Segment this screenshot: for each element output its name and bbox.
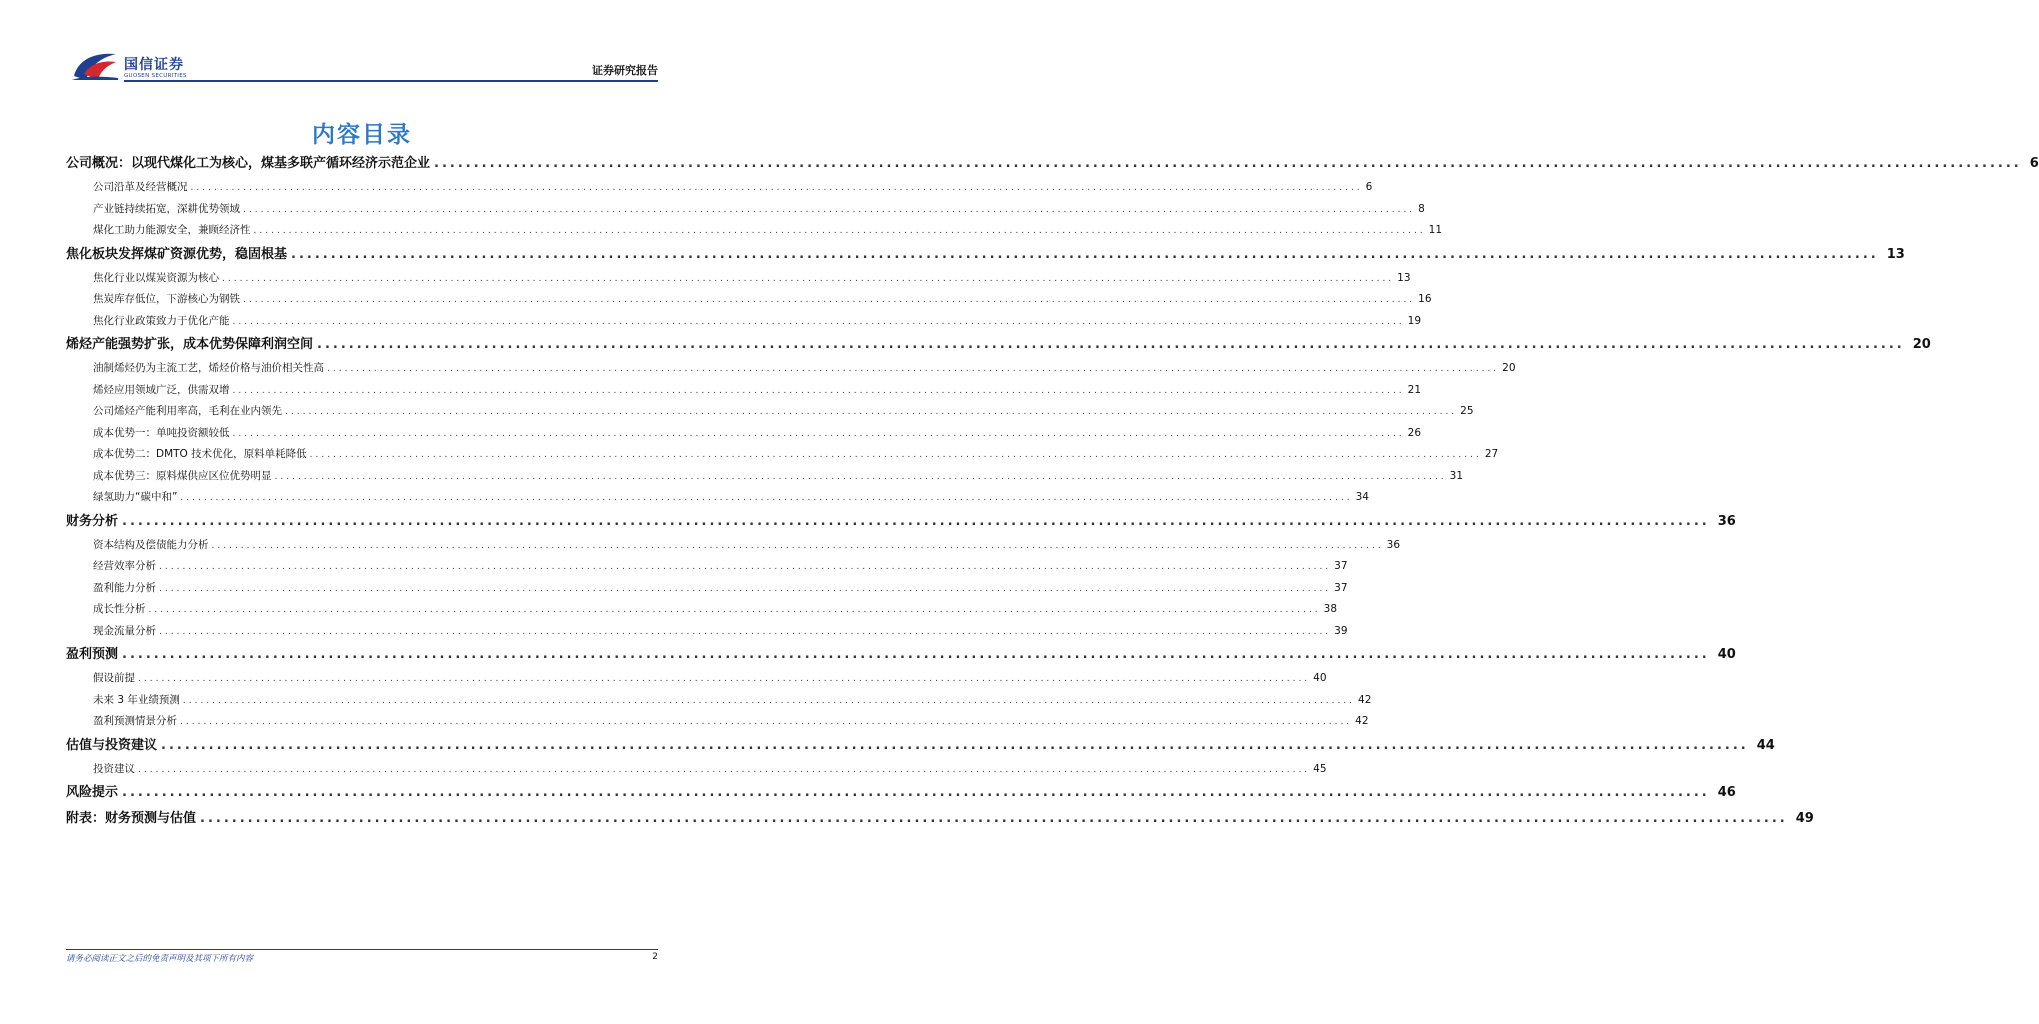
toc-dot-leader: ........................................................................................................................................................................................................	[180, 717, 1353, 727]
toc-entry-label: 成本优势二：DMTO 技术优化，原料单耗降低	[93, 448, 307, 460]
toc-dot-leader: ........................................................................................................................................................................................................	[327, 364, 1500, 374]
toc-dot-leader: ........................................................................................................................................................................................................	[159, 626, 1332, 637]
toc-dot-leader: ........................................................................................................................................................................................................	[138, 764, 1311, 775]
toc-entry-label: 经营效率分析	[93, 560, 156, 572]
toc-subsection-entry[interactable]	[66, 358, 1516, 380]
toc-entry-page: 45	[1313, 762, 1327, 775]
header-divider	[124, 80, 658, 82]
toc-entry-page: 20	[1912, 337, 1931, 352]
toc-entry-label: 估值与投资建议	[66, 737, 158, 753]
toc-subsection-entry[interactable]	[66, 311, 1422, 333]
toc-subsection-entry[interactable]	[66, 556, 1348, 578]
toc-subsection-entry[interactable]	[66, 621, 1348, 643]
toc-entry-label: 附表：财务预测与估值	[66, 811, 197, 826]
toc-entry-label: 成长性分析	[93, 603, 146, 615]
toc-entry-label: 现金流量分析	[93, 624, 156, 637]
toc-entry-page: 36	[1386, 538, 1401, 551]
toc-entry-label: 烯烃应用领域广泛，供需双增	[93, 383, 230, 396]
toc-subsection-entry[interactable]	[66, 711, 1369, 733]
toc-entry-label: 未来 3 年业绩预测	[93, 693, 180, 706]
toc-dot-leader: ........................................................................................................................................................................................................	[190, 183, 1363, 193]
toc-dot-leader: ........................................................................................................................................................................................................	[161, 737, 1749, 753]
toc-dot-leader: ........................................................................................................................................................................................................	[159, 583, 1332, 594]
toc-subsection-entry[interactable]	[66, 466, 1464, 488]
toc-entry-label: 假设前提	[93, 672, 135, 684]
page-title: 内容目录	[312, 122, 412, 148]
toc-entry-page: 37	[1334, 560, 1348, 572]
toc-section-entry[interactable]	[66, 806, 1814, 832]
toc-entry-label: 风险提示	[66, 785, 119, 800]
toc-entry-label: 成本优势三：原料煤供应区位优势明显	[93, 469, 272, 482]
toc-entry-page: 42	[1358, 693, 1372, 706]
toc-entry-page: 11	[1428, 224, 1443, 236]
toc-entry-label: 公司烯烃产能利用率高，毛利在业内领先	[93, 405, 282, 417]
toc-subsection-entry[interactable]	[66, 535, 1401, 557]
toc-dot-leader: ........................................................................................................................................................................................................	[232, 316, 1405, 327]
toc-subsection-entry[interactable]	[66, 423, 1422, 445]
toc-entry-label: 绿氢助力“碳中和”	[93, 491, 178, 503]
toc-subsection-entry[interactable]	[66, 599, 1338, 621]
toc-entry-label: 盈利能力分析	[93, 581, 156, 594]
toc-entry-label: 煤化工助力能源安全，兼顾经济性	[93, 224, 251, 236]
toc-entry-page: 26	[1407, 426, 1422, 439]
toc-entry-label: 盈利预测	[66, 647, 119, 662]
toc-subsection-entry[interactable]	[66, 578, 1348, 600]
toc-subsection-entry[interactable]	[66, 759, 1327, 781]
toc-dot-leader: ........................................................................................................................................................................................................	[222, 273, 1395, 284]
toc-dot-leader: ........................................................................................................................................................................................................	[182, 695, 1356, 706]
toc-subsection-entry[interactable]	[66, 690, 1372, 712]
toc-dot-leader: ........................................................................................................................................................................................................	[200, 811, 1788, 826]
toc-dot-leader: ........................................................................................................................................................................................................	[291, 246, 1879, 262]
toc-entry-page: 25	[1460, 405, 1474, 417]
toc-dot-leader: ........................................................................................................................................................................................................	[138, 674, 1311, 684]
toc-entry-label: 公司概况：以现代煤化工为核心，煤基多联产循环经济示范企业	[66, 156, 431, 171]
toc-entry-page: 8	[1418, 202, 1425, 215]
toc-subsection-entry[interactable]	[66, 401, 1474, 423]
toc-entry-page: 27	[1484, 448, 1499, 460]
toc-entry-page: 42	[1355, 715, 1369, 727]
toc-dot-leader: ........................................................................................................................................................................................................	[232, 385, 1405, 396]
toc-entry-page: 31	[1449, 469, 1464, 482]
toc-entry-label: 油制烯烃仍为主流工艺，烯烃价格与油价相关性高	[93, 362, 324, 374]
toc-section-entry[interactable]	[66, 733, 1775, 759]
toc-entry-page: 6	[1365, 181, 1373, 193]
toc-entry-page: 38	[1323, 603, 1338, 615]
toc-section-entry[interactable]	[66, 509, 1736, 535]
toc-subsection-entry[interactable]	[66, 177, 1373, 199]
toc-dot-leader: ........................................................................................................................................................................................................	[122, 647, 1710, 662]
toc-entry-label: 成本优势一：单吨投资额较低	[93, 426, 230, 439]
table-of-contents	[66, 151, 2039, 832]
toc-entry-label: 焦化行业政策致力于优化产能	[93, 314, 230, 327]
toc-subsection-entry[interactable]	[66, 444, 1499, 466]
toc-entry-page: 21	[1407, 383, 1422, 396]
toc-section-entry[interactable]	[66, 332, 1931, 358]
toc-entry-label: 公司沿革及经营概况	[93, 181, 188, 193]
toc-entry-page: 34	[1355, 491, 1369, 503]
toc-dot-leader: ........................................................................................................................................................................................................	[159, 562, 1332, 572]
toc-entry-page: 40	[1313, 672, 1327, 684]
toc-entry-label: 烯烃产能强势扩张，成本优势保障利润空间	[66, 337, 314, 352]
logo-text-en: GUOSEN SECURITIES	[124, 73, 187, 79]
logo-text-cn: 国信证券	[124, 57, 184, 73]
toc-dot-leader: ........................................................................................................................................................................................................	[253, 226, 1426, 236]
toc-dot-leader: ........................................................................................................................................................................................................	[243, 295, 1416, 305]
toc-subsection-entry[interactable]	[66, 199, 1425, 221]
toc-entry-page: 46	[1717, 785, 1736, 800]
toc-entry-page: 37	[1334, 581, 1348, 594]
toc-entry-page: 36	[1717, 513, 1736, 529]
toc-entry-label: 焦炭库存低位，下游核心为钢铁	[93, 293, 240, 305]
toc-dot-leader: ........................................................................................................................................................................................................	[243, 204, 1416, 215]
footer-disclaimer: 请务必阅读正文之后的免责声明及其项下所有内容	[66, 954, 254, 964]
toc-dot-leader: ........................................................................................................................................................................................................	[274, 471, 1447, 482]
toc-dot-leader: ........................................................................................................................................................................................................	[434, 156, 2022, 171]
toc-entry-label: 投资建议	[93, 762, 135, 775]
toc-subsection-entry[interactable]	[66, 487, 1369, 509]
toc-dot-leader: ........................................................................................................................................................................................................	[211, 540, 1384, 551]
toc-entry-page: 20	[1502, 362, 1516, 374]
toc-section-entry[interactable]	[66, 242, 1905, 268]
toc-entry-page: 19	[1407, 314, 1422, 327]
toc-dot-leader: ........................................................................................................................................................................................................	[180, 493, 1353, 503]
toc-dot-leader: ........................................................................................................................................................................................................	[309, 450, 1482, 460]
toc-subsection-entry[interactable]	[66, 289, 1432, 311]
toc-dot-leader: ........................................................................................................................................................................................................	[232, 428, 1405, 439]
toc-subsection-entry[interactable]	[66, 668, 1327, 690]
toc-entry-label: 盈利预测情景分析	[93, 715, 177, 727]
toc-entry-page: 13	[1886, 246, 1905, 262]
toc-subsection-entry[interactable]	[66, 268, 1411, 290]
footer-divider	[66, 949, 658, 950]
toc-entry-label: 财务分析	[66, 513, 119, 529]
toc-dot-leader: ........................................................................................................................................................................................................	[317, 337, 1905, 352]
report-type-label: 证券研究报告	[592, 64, 658, 77]
toc-entry-page: 39	[1334, 624, 1348, 637]
toc-entry-label: 产业链持续拓宽，深耕优势领域	[93, 202, 240, 215]
toc-dot-leader: ........................................................................................................................................................................................................	[122, 785, 1710, 800]
toc-dot-leader: ........................................................................................................................................................................................................	[148, 605, 1321, 615]
toc-entry-page: 40	[1717, 647, 1736, 662]
toc-entry-page: 49	[1795, 811, 1814, 826]
toc-dot-leader: ........................................................................................................................................................................................................	[122, 513, 1710, 529]
toc-entry-page: 16	[1418, 293, 1432, 305]
toc-dot-leader: ........................................................................................................................................................................................................	[285, 407, 1458, 417]
toc-subsection-entry[interactable]	[66, 220, 1443, 242]
toc-section-entry[interactable]	[66, 151, 2039, 177]
toc-subsection-entry[interactable]	[66, 380, 1422, 402]
toc-entry-label: 资本结构及偿债能力分析	[93, 538, 209, 551]
toc-entry-label: 焦化行业以煤炭资源为核心	[93, 271, 219, 284]
toc-section-entry[interactable]	[66, 780, 1736, 806]
toc-entry-page: 44	[1756, 737, 1775, 753]
toc-entry-page: 6	[2029, 156, 2039, 171]
toc-entry-page: 13	[1397, 271, 1411, 284]
page-number: 2	[652, 952, 658, 962]
toc-entry-label: 焦化板块发挥煤矿资源优势，稳固根基	[66, 246, 288, 262]
toc-section-entry[interactable]	[66, 642, 1736, 668]
guosen-logo-icon	[70, 50, 120, 82]
